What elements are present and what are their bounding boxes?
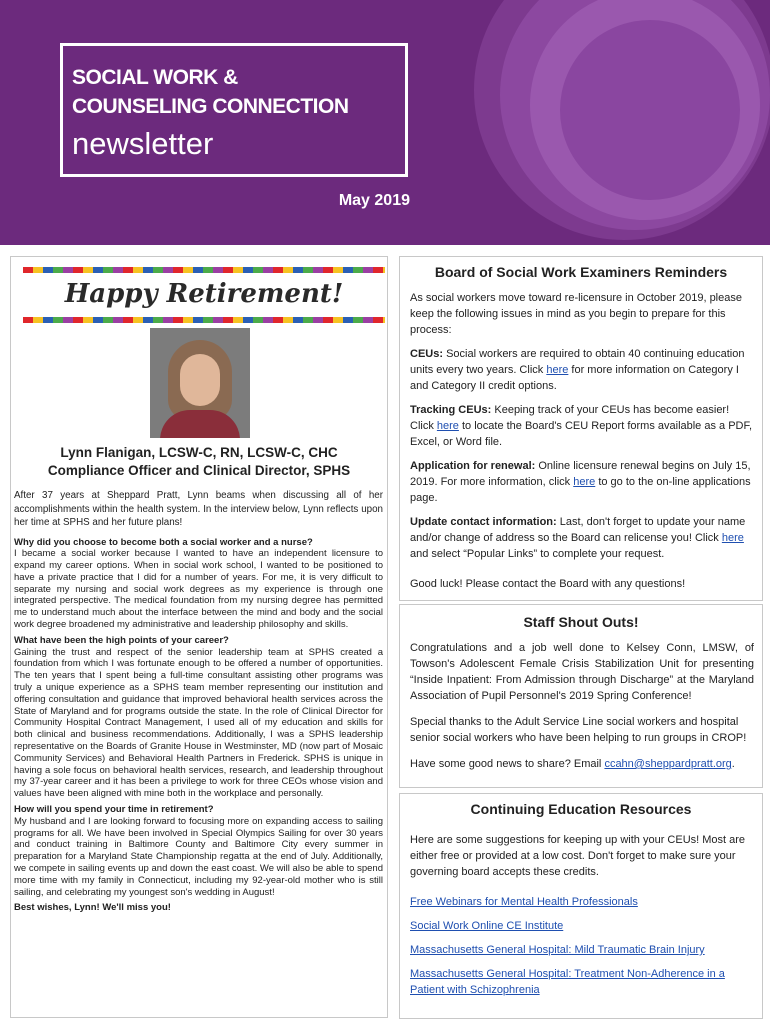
renewal-text-end: to go to the on-line applications page.: [410, 476, 751, 504]
ce-link-webinars[interactable]: Free Webinars for Mental Health Professionals: [410, 896, 638, 908]
photo-body: [160, 410, 240, 438]
honoree-name: Lynn Flanigan, LCSW-C, RN, LCSW-C, CHC: [60, 445, 338, 460]
board-body: [410, 290, 754, 600]
ceus-text: Social workers are required to obtain 40 continuing education units every two years. Click: [410, 348, 745, 376]
shout-paragraph: Special thanks to the Adult Service Line social workers and hospital senior social workers who have been helping to run groups in CROP!: [410, 716, 747, 744]
banner-text: Happy Retirement!: [64, 279, 344, 309]
ceus-item: [410, 346, 754, 394]
ce-body: [410, 832, 754, 1006]
shout-email-line: [410, 756, 754, 772]
tracking-text-end: to locate the Board's CEU Report forms available as a PDF, Excel, or Word file.: [410, 420, 753, 448]
shout-paragraph: Congratulations and a job well done to Kelsey Conn, LMSW, of Towson's Adolescent Female Crisis Stabilization Unit for presenting “Inside Inpatient: From Admission through Discharge” at the Maryland Association of Pupil Personnel's 2019 Spring Conference!: [410, 642, 754, 702]
ce-link-schizophrenia[interactable]: Massachusetts General Hospital: Treatment Non-Adherence in a Patient with Schizophrenia: [410, 968, 725, 996]
decorative-circle: [560, 20, 740, 200]
tracking-item: [410, 402, 754, 450]
ce-link-item: [410, 918, 754, 934]
ce-link-item: [410, 894, 754, 910]
interview-question: How will you spend your time in retirement?: [14, 804, 214, 816]
renewal-text: Online licensure renewal begins on July 15, 2019. For more information, click: [410, 460, 751, 488]
shout-heading: Staff Shout Outs!: [523, 614, 639, 630]
update-label: Update contact information:: [410, 516, 557, 528]
honoree-role: Compliance Officer and Clinical Director, SPHS: [47, 463, 351, 478]
interview-answer: My husband and I are looking forward to focusing more on expanding access to sailing programs for all. We have been involved in Special Olympics Sailing for over 30 years and conduct training in Baltimore County and Baltimore City every summer in preparation for a Maryland State Championship regatta at the end of July. Additionally, we compete in sailing events up and down the east coast. We will also be able to spend more time with my family in Connecticut, including my 92-year-old mother who is still sailing, and celebrating my youngest son's wedding in August!: [14, 815, 383, 898]
tracking-link[interactable]: here: [436, 420, 459, 432]
update-text: Last, don't forget to update your name and/or change of address so the Board can relicense you! Click: [410, 516, 746, 544]
renewal-link[interactable]: here: [573, 476, 596, 488]
interview-question: Why did you choose to become both a social worker and a nurse?: [14, 536, 313, 548]
update-text-end: and select “Popular Links” to complete your request.: [410, 548, 665, 560]
ceus-text-end: for more information on Category I and Category II credit options.: [410, 364, 739, 392]
shout-outs-panel: [399, 604, 763, 788]
board-reminders-panel: [399, 256, 763, 601]
ceus-link[interactable]: here: [546, 364, 569, 376]
ce-heading: Continuing Education Resources: [470, 801, 692, 817]
interview-answer: Gaining the trust and respect of the senior leadership team at SPHS created a foundation from which I was fortunate enough to be offered a number of opportunities. The ten years that I spent being a full-time consultant assisting other programs was truly a unique experience as a SPHS team member representing our institution and offering consultation and guidance that improved behavioral health services across the State of Maryland and for programs outside the state. In the role of Clinical Director for Community Hospital Contract Management, I used all of my education and skills for both clinical and business recommendations. Additionally, I was a SPHS leadership representative on the Boards of Granite House in Westminster, MD (now part of Mosaic Community Services) and Behavioral Health Partners in Frederick. SPHS is unique in having a sole focus on behavioral health services, research, and leadership throughout my 37-year career and it has been a privilege to work for three CEOs whose vision and values have been aligned with mine both in the workplace and personally.: [14, 646, 383, 800]
board-intro: As social workers move toward re-licensure in October 2019, please keep the following issues in mind as you begin to prepare for this process:: [410, 292, 742, 336]
update-link[interactable]: here: [721, 532, 744, 544]
shout-email-end: .: [731, 758, 735, 770]
update-item: [410, 514, 754, 562]
ce-link-online-institute[interactable]: Social Work Online CE Institute: [410, 920, 564, 932]
interview-body: [14, 489, 383, 914]
issue-date: May 2019: [338, 192, 410, 209]
interview-answer: I became a social worker because I wanted to have an independent licensure to expand my career options. When in social work school, I wanted to be positioned to have a private practice that I did for a number of years. For me, it is very difficult to separate my nursing and social work degrees as my experience is through one integrated perspective. The medical foundation from my nursing degree has permitted me to understand much about the interface between the mind and body and the social work degree broadened my administrative and leadership philosophy and skills.: [14, 548, 383, 631]
header-banner: [0, 0, 770, 245]
title-line-1: SOCIAL WORK &: [72, 66, 238, 89]
portrait-photo: [150, 328, 250, 438]
ce-link-item: [410, 942, 754, 958]
ce-intro: Here are some suggestions for keeping up with your CEUs! Most are either free or provided at a low cost. Don't forget to make sure your governing board accepts these credits.: [410, 834, 746, 878]
ce-resources-panel: [399, 793, 763, 1019]
renewal-label: Application for renewal:: [410, 460, 536, 472]
title-line-3: newsletter: [72, 126, 214, 161]
tracking-text: Keeping track of your CEUs has become easier! Click: [410, 404, 730, 432]
photo-face: [180, 354, 220, 406]
board-closing: Good luck! Please contact the Board with any questions!: [410, 578, 686, 590]
banner-stripe: [23, 267, 385, 273]
ceus-label: CEUs:: [410, 348, 444, 360]
board-heading: Board of Social Work Examiners Reminders: [434, 264, 728, 280]
retirement-panel: [10, 256, 388, 1018]
ce-link-item: [410, 966, 754, 998]
title-line-2: COUNSELING CONNECTION: [72, 95, 349, 118]
shout-email-text: Have some good news to share? Email: [410, 758, 605, 770]
interview-question: What have been the high points of your career?: [14, 634, 229, 646]
banner-stripe: [23, 317, 385, 323]
retirement-banner: [23, 267, 385, 323]
shout-body: [410, 640, 754, 780]
ce-link-tbi[interactable]: Massachusetts General Hospital: Mild Traumatic Brain Injury: [410, 944, 705, 956]
closing-line: Best wishes, Lynn! We'll miss you!: [14, 902, 171, 914]
interview-intro: After 37 years at Sheppard Pratt, Lynn beams when discussing all of her accomplishments within the health system. In the interview below, Lynn reflects upon her time at SPHS and her future plans!: [14, 490, 383, 528]
tracking-label: Tracking CEUs:: [410, 404, 492, 416]
renewal-item: [410, 458, 754, 506]
shout-email-link[interactable]: ccahn@sheppardpratt.org: [604, 758, 732, 770]
